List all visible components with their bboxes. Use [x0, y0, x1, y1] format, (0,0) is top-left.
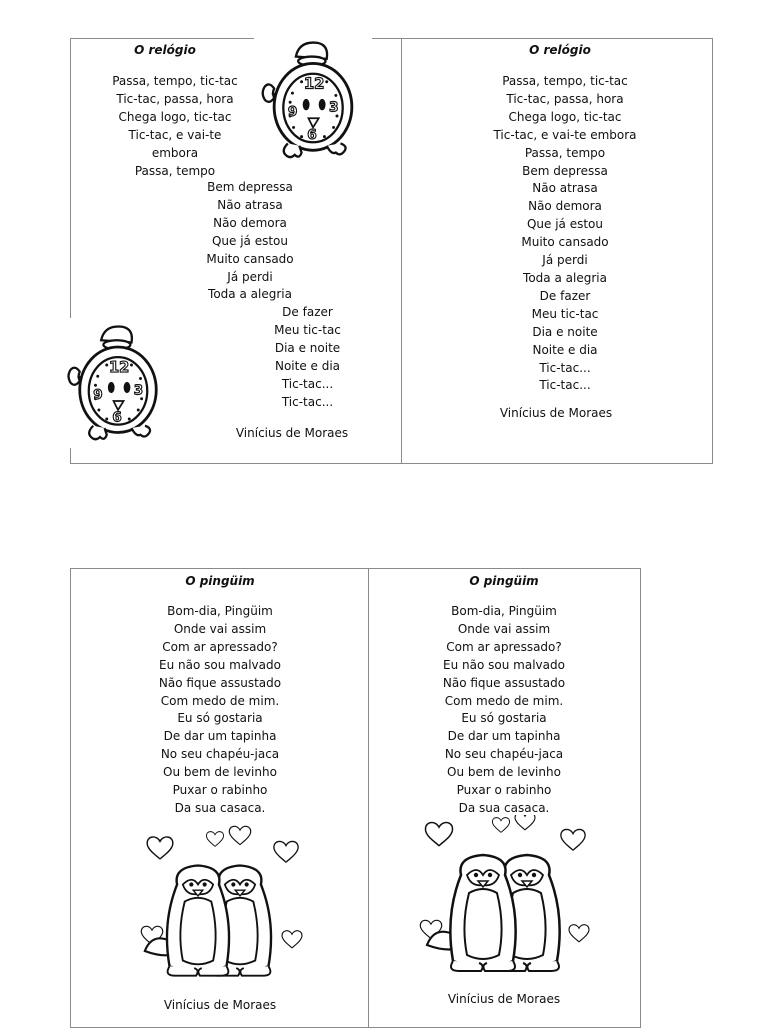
verse-line: Com ar apressado? — [446, 639, 562, 654]
penguins-hearts-icon — [130, 825, 310, 985]
verse-line: Que já estou — [211, 233, 289, 248]
verse-line: Não atrasa — [217, 197, 283, 212]
pinguim-author-left: Vinícius de Moraes — [163, 998, 277, 1012]
verse-line: Da sua casaca. — [458, 800, 550, 815]
pinguim-title-left: O pingüim — [185, 574, 255, 588]
verse-line: Noite e dia — [274, 358, 341, 373]
verse-line: Tic-tac... — [281, 394, 334, 409]
verse-line: Já perdi — [227, 269, 273, 284]
relogio-author-right: Vinícius de Moraes — [499, 406, 613, 420]
verse-line: Noite e dia — [532, 342, 598, 357]
relogio-title-left: O relógio — [134, 43, 196, 57]
verse-line: De fazer — [539, 288, 591, 303]
relogio-right-verses — [480, 73, 650, 395]
alarm-clock-icon — [256, 36, 370, 164]
verse-line: Com medo de mim. — [444, 693, 564, 708]
relogio-left-block1 — [100, 73, 250, 180]
verse-line: Meu tic-tac — [274, 322, 341, 337]
verse-line: Não fique assustado — [442, 675, 566, 690]
verse-line: De fazer — [282, 305, 333, 319]
verse-line: Toda a alegria — [208, 287, 292, 302]
verse-line: Bem depressa — [207, 180, 293, 194]
pinguim-author-right: Vinícius de Moraes — [447, 992, 561, 1006]
verse-line: embora — [151, 145, 199, 160]
verse-line: Não fique assustado — [158, 675, 282, 690]
verse-line: Tic-tac, passa, hora — [116, 91, 234, 106]
verse-line: Tic-tac... — [281, 376, 334, 391]
verse-line: Tic-tac, passa, hora — [506, 91, 624, 106]
verse-line: Eu só gostaria — [461, 711, 547, 726]
verse-line: Chega logo, tic-tac — [118, 109, 232, 124]
verse-line: Meu tic-tac — [531, 306, 599, 321]
verse-line: Não atrasa — [532, 181, 598, 196]
verse-line: Com medo de mim. — [160, 693, 280, 708]
pinguim-title-right: O pingüim — [469, 574, 539, 588]
verse-line: Passa, tempo, tic-tac — [112, 74, 238, 88]
verse-line: Bom-dia, Pingüim — [451, 604, 557, 618]
verse-line: Já perdi — [542, 253, 588, 268]
verse-line: Não demora — [213, 215, 287, 230]
verse-line: No seu chapéu-jaca — [160, 747, 280, 762]
verse-line: Muito cansado — [521, 235, 609, 250]
relogio-author-left: Vinícius de Moraes — [235, 426, 349, 440]
relogio-left-block3 — [245, 304, 370, 411]
verse-line: Passa, tempo — [524, 145, 606, 160]
verse-line: Muito cansado — [206, 251, 294, 266]
verse-line: Eu só gostaria — [177, 711, 263, 726]
verse-line: Da sua casaca. — [174, 800, 266, 815]
alarm-clock-icon — [62, 320, 174, 446]
verse-line: Passa, tempo, tic-tac — [502, 74, 628, 88]
verse-line: Dia e noite — [532, 324, 598, 339]
verse-line: Com ar apressado? — [162, 639, 278, 654]
verse-line: Toda a alegria — [523, 270, 607, 285]
verse-line: Que já estou — [526, 217, 604, 232]
verse-line: Ou bem de levinho — [447, 765, 561, 780]
penguins-hearts-icon — [415, 815, 595, 980]
verse-line: Eu não sou malvado — [443, 657, 565, 672]
verse-line: Bom-dia, Pingüim — [167, 604, 273, 618]
relogio-left-block2 — [175, 179, 325, 304]
verse-line: Puxar o rabinho — [456, 783, 552, 798]
verse-line: Bem depressa — [522, 163, 608, 178]
pinguim-right-verses — [424, 603, 584, 818]
verse-line: Tic-tac... — [539, 378, 591, 393]
verse-line: Tic-tac, e vai-te embora — [493, 127, 637, 142]
verse-line: Dia e noite — [274, 340, 341, 355]
verse-line: Tic-tac... — [539, 360, 591, 375]
verse-line: Chega logo, tic-tac — [508, 109, 622, 124]
verse-line: Ou bem de levinho — [163, 765, 277, 780]
verse-line: Onde vai assim — [173, 621, 267, 636]
verse-line: De dar um tapinha — [163, 729, 277, 744]
pinguim-left-verses — [140, 603, 300, 818]
relogio-title-right: O relógio — [529, 43, 591, 57]
verse-line: No seu chapéu-jaca — [444, 747, 564, 762]
verse-line: Puxar o rabinho — [172, 783, 268, 798]
verse-line: Passa, tempo — [134, 163, 216, 178]
verse-line: Tic-tac, e vai-te — [128, 127, 222, 142]
verse-line: De dar um tapinha — [447, 729, 561, 744]
verse-line: Eu não sou malvado — [159, 657, 281, 672]
verse-line: Não demora — [528, 199, 602, 214]
verse-line: Onde vai assim — [457, 621, 551, 636]
